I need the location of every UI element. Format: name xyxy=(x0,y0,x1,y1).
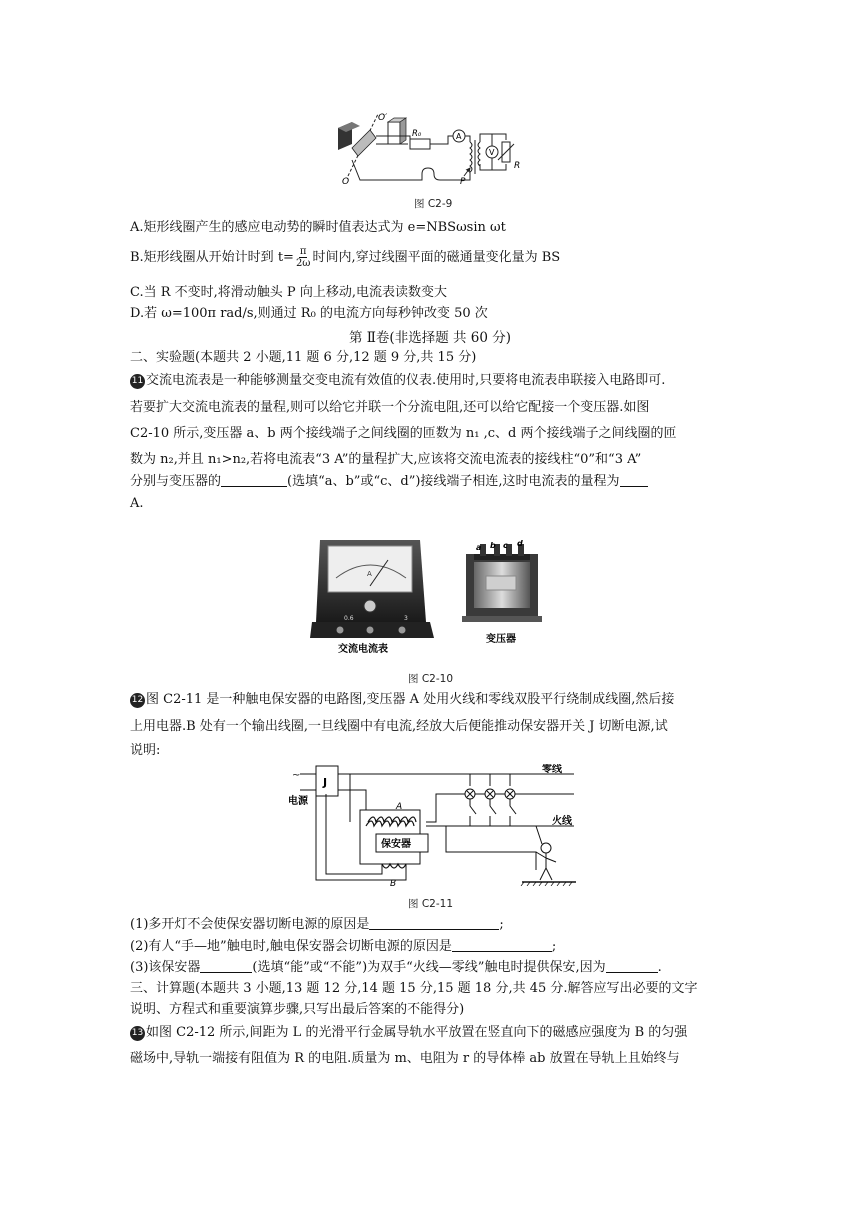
dial-letter: A xyxy=(367,570,372,578)
q11-line-1 xyxy=(130,372,665,390)
q12-line-1 xyxy=(130,691,674,709)
section-three-line-2: 说明、方程式和重要演算步骤,只写出最后答案的不能得分) xyxy=(130,1002,465,1017)
label-r0: R₀ xyxy=(412,129,422,139)
live-label: 火线 xyxy=(552,816,572,827)
svg-text:~: ~ xyxy=(292,770,301,781)
q12-sub-2-end: ; xyxy=(551,939,557,954)
neutral-label: 零线 xyxy=(542,764,562,775)
q11-line-3: C2-10 所示,变压器 a、b 两个接线端子之间线圈的匝数为 n₁ ,c、d 两个接线端子之间线圈的匝 xyxy=(130,426,677,441)
q12-blank-3a[interactable] xyxy=(200,959,252,973)
q12-sub-1-end: ; xyxy=(499,917,504,932)
q12-line-3: 说明: xyxy=(130,743,161,758)
label-v: V xyxy=(489,148,495,157)
q11-line-6: A. xyxy=(130,496,144,511)
question-number-11: 11 xyxy=(130,374,145,389)
label-a: A xyxy=(456,132,462,141)
section-three-heading: 三、计算题(本题共 3 小题,13 题 12 分,14 题 15 分,15 题 18 分,共 45 分.解答应写出必要的文字 xyxy=(130,981,698,996)
label-p: P xyxy=(460,177,466,187)
option-b-suffix: 时间内,穿过线圈平面的磁通量变化量为 BS xyxy=(312,250,561,265)
q12-sub-1 xyxy=(130,916,504,934)
ammeter-label: 交流电流表 xyxy=(338,644,388,655)
option-a: A.矩形线圈产生的感应电动势的瞬时值表达式为 e=NBSωsin ωt xyxy=(130,220,506,235)
scale-mark-3: 3 xyxy=(404,615,408,622)
protector-label: 保安器 xyxy=(381,839,411,850)
fraction-pi-over-2omega xyxy=(296,246,311,269)
coil-a-label: A xyxy=(396,802,403,812)
q12-sub-3-text-b: (选填“能”或“不能”)为双手“火线—零线”触电时提供保安,因为 xyxy=(252,960,606,975)
scale-mark-06: 0.6 xyxy=(344,615,354,622)
switch-j: J xyxy=(323,776,328,789)
fraction-numerator: π xyxy=(299,246,307,257)
section-two-heading: 二、实验题(本题共 2 小题,11 题 6 分,12 题 9 分,共 15 分) xyxy=(130,350,477,365)
q11-line-4: 数为 n₂,并且 n₁>n₂,若将电流表“3 A”的量程扩大,应该将交流电流表的接线柱“0”和“3 A” xyxy=(130,452,642,467)
figure-c2-9 xyxy=(330,108,530,190)
q11-line-2: 若要扩大交流电流表的量程,则可以给它并联一个分流电阻,还可以给它配接一个变压器.如图 xyxy=(130,400,650,415)
label-o: O xyxy=(342,177,350,187)
source-label: 电源 xyxy=(288,796,308,807)
q12-sub-3-text-a: (3)该保安器 xyxy=(130,960,201,975)
option-b xyxy=(130,246,560,269)
q11-text-5a: 分别与变压器的 xyxy=(130,474,222,489)
q12-blank-2[interactable] xyxy=(452,938,552,952)
caption-c2-9: 图 C2-9 xyxy=(414,198,453,210)
terminal-a: a xyxy=(476,543,482,552)
question-number-13: 13 xyxy=(130,1026,145,1041)
q11-text-1: 交流电流表是一种能够测量交变电流有效值的仪表.使用时,只要将电流表串联接入电路即可. xyxy=(146,373,666,388)
option-b-prefix: B.矩形线圈从开始计时到 t= xyxy=(130,250,294,265)
transformer-label: 变压器 xyxy=(486,634,516,645)
fraction-denominator: 2ω xyxy=(295,258,311,269)
terminal-b: b xyxy=(490,541,496,550)
q13-line-2: 磁场中,导轨一端接有阻值为 R 的电阻.质量为 m、电阻为 r 的导体棒 ab 放置在导轨上且始终与 xyxy=(130,1051,680,1066)
q12-sub-2 xyxy=(130,938,556,956)
option-d: D.若 ω=100π rad/s,则通过 R₀ 的电流方向每秒钟改变 50 次 xyxy=(130,306,488,321)
caption-c2-10: 图 C2-10 xyxy=(408,673,453,685)
option-c: C.当 R 不变时,将滑动触头 P 向上移动,电流表读数变大 xyxy=(130,285,447,300)
terminal-c: c xyxy=(503,541,508,550)
q13-line-1 xyxy=(130,1024,687,1042)
question-number-12: 12 xyxy=(130,693,145,708)
q12-blank-1[interactable] xyxy=(369,916,499,930)
q11-text-5b: (选填“a、b”或“c、d”)接线端子相连,这时电流表的量程为 xyxy=(287,474,620,489)
coil-b-label: B xyxy=(390,879,397,886)
q12-sub-2-text: (2)有人“手—地”触电时,触电保安器会切断电源的原因是 xyxy=(130,939,452,954)
figure-c2-11 xyxy=(286,764,586,886)
q13-text-1: 如图 C2-12 所示,间距为 L 的光滑平行金属导轨水平放置在竖直向下的磁感应强度为 B 的匀强 xyxy=(146,1025,688,1040)
figure-c2-10 xyxy=(310,534,550,658)
label-r: R xyxy=(514,161,521,171)
q11-blank-range[interactable] xyxy=(620,473,648,487)
q12-blank-3b[interactable] xyxy=(606,959,658,973)
label-o-prime: O′ xyxy=(378,113,388,123)
caption-c2-11: 图 C2-11 xyxy=(408,898,453,910)
q12-line-2: 上用电器.B 处有一个输出线圈,一旦线圈中有电流,经放大后便能推动保安器开关 J 切断电源,试 xyxy=(130,719,668,734)
q12-text-1: 图 C2-11 是一种触电保安器的电路图,变压器 A 处用火线和零线双股平行绕制成线圈,然后接 xyxy=(146,692,675,707)
q12-sub-3 xyxy=(130,959,662,977)
terminal-d: d xyxy=(517,539,523,548)
q11-blank-terminals[interactable] xyxy=(221,473,287,487)
q12-sub-3-end: . xyxy=(657,960,662,975)
q12-sub-1-text: (1)多开灯不会使保安器切断电源的原因是 xyxy=(130,917,370,932)
q11-line-5 xyxy=(130,473,648,491)
part-two-title: 第 Ⅱ卷(非选择题 共 60 分) xyxy=(348,330,512,346)
